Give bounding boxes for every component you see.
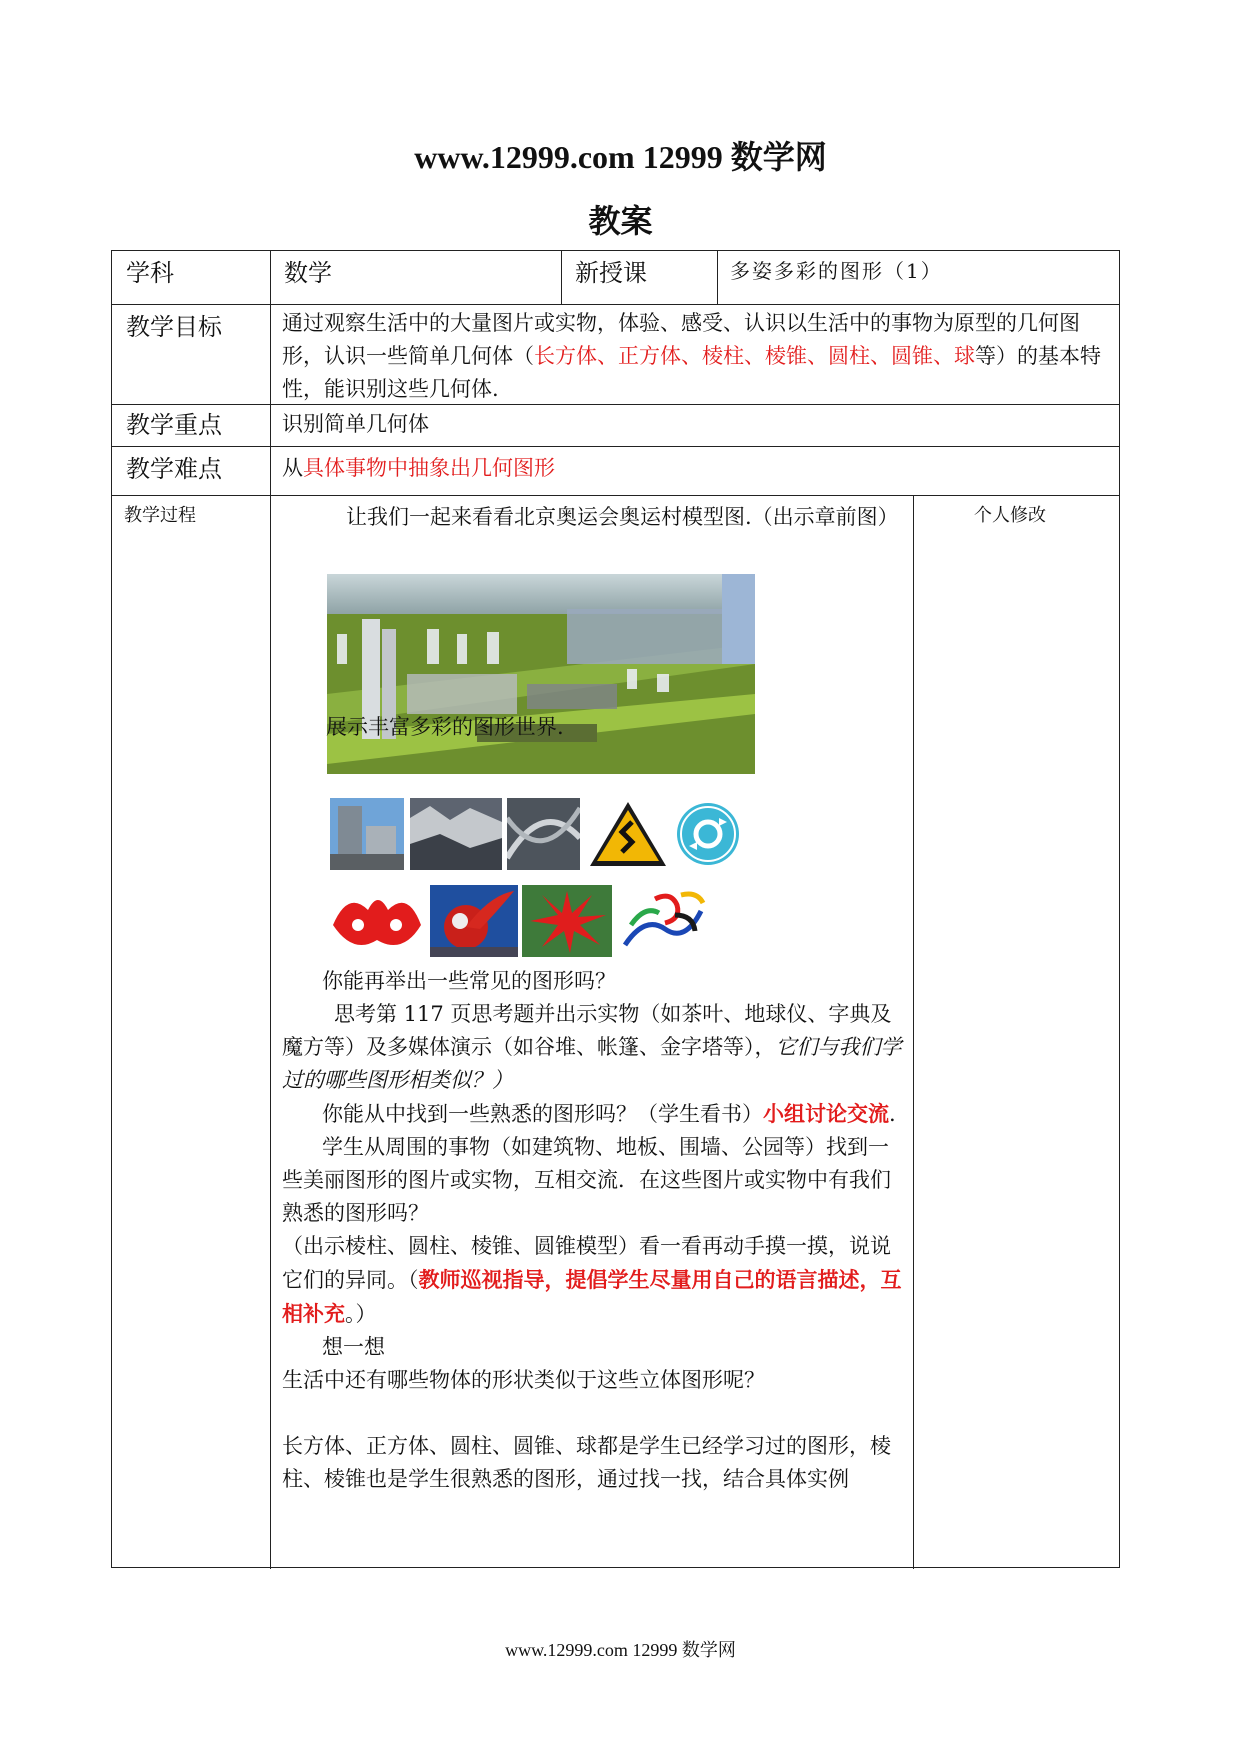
village-photo (410, 798, 502, 870)
process-paragraph: 你能从中找到一些熟悉的图形吗？（学生看书）小组讨论交流. (322, 1101, 896, 1126)
red-sculpture-photo (430, 885, 518, 957)
lesson-type: 新授课 (575, 259, 647, 287)
interchange-photo (507, 798, 580, 870)
objectives-label: 教学目标 (126, 313, 222, 341)
notes-label: 个人修改 (974, 505, 1046, 526)
olympic-logo-image (615, 885, 713, 957)
column-divider (717, 251, 718, 304)
difficulty-text: 从具体事物中抽象出几何图形 (282, 456, 555, 480)
building-photo (330, 798, 404, 870)
starburst-sculpture-photo (522, 885, 612, 957)
lesson-topic: 多姿多彩的图形（1） (730, 259, 943, 283)
difficulty-label: 教学难点 (126, 455, 222, 483)
row-divider (112, 304, 1119, 305)
site-title: www.12999.com 12999 数学网 (414, 139, 827, 175)
olympic-village-model-image (327, 574, 755, 774)
subject-label: 学科 (126, 259, 174, 287)
objectives-text: 通过观察生活中的大量图片或实物，体验、感受、认识以生活中的事物为原型的几何图形，认识一些简单几何体（长方体、正方体、棱柱、棱锥、圆柱、圆锥、球等）的基本特性，能识别这些几何体. (282, 311, 1101, 401)
blank-line (282, 1397, 907, 1430)
document-title: 教案 (588, 202, 653, 240)
column-divider (913, 495, 914, 1569)
process-paragraph: 思考第 117 页思考题并出示实物（如茶叶、地球仪、字典及魔方等）及多媒体演示（如谷堆、帐篷、金字塔等），它们与我们学过的哪些图形相类似？） (282, 1002, 902, 1092)
process-paragraph: （出示棱柱、圆柱、棱锥、圆锥模型）看一看再动手摸一摸，说说它们的异同。（教师巡视指导，提倡学生尽量用自己的语言描述，互相补充。） (282, 1234, 902, 1326)
key-point-text: 识别简单几何体 (282, 412, 429, 436)
roundabout-sign (675, 798, 741, 870)
lesson-plan-table (111, 250, 1120, 1568)
column-divider (561, 251, 562, 304)
process-paragraph: 长方体、正方体、圆柱、圆锥、球都是学生已经学习过的图形，棱柱、棱锥也是学生很熟悉的图形，通过找一找，结合具体实例 (282, 1434, 891, 1491)
row-divider (112, 446, 1119, 447)
process-content (270, 495, 913, 1569)
process-paragraph: 展示丰富多彩的图形世界. (326, 715, 564, 739)
process-paragraph: 让我们一起来看看北京奥运会奥运村模型图.（出示章前图） (346, 505, 899, 529)
process-paragraph: 想一想 (322, 1335, 385, 1359)
footer-site: www.12999.com 12999 数学网 (505, 1640, 736, 1660)
process-paragraph: 你能再举出一些常见的图形吗？ (322, 969, 616, 993)
key-point-label: 教学重点 (126, 411, 222, 439)
process-paragraph: 学生从周围的事物（如建筑物、地板、围墙、公园等）找到一些美丽图形的图片或实物，互相交流．在这些图片或实物中有我们熟悉的图形吗？ (282, 1135, 891, 1225)
process-label: 教学过程 (124, 505, 196, 526)
subject-value: 数学 (284, 259, 332, 287)
paper-cut-dragon-image (328, 885, 426, 957)
winding-road-sign (586, 798, 670, 870)
process-paragraph: 生活中还有哪些物体的形状类似于这些立体图形呢？ (282, 1368, 765, 1392)
